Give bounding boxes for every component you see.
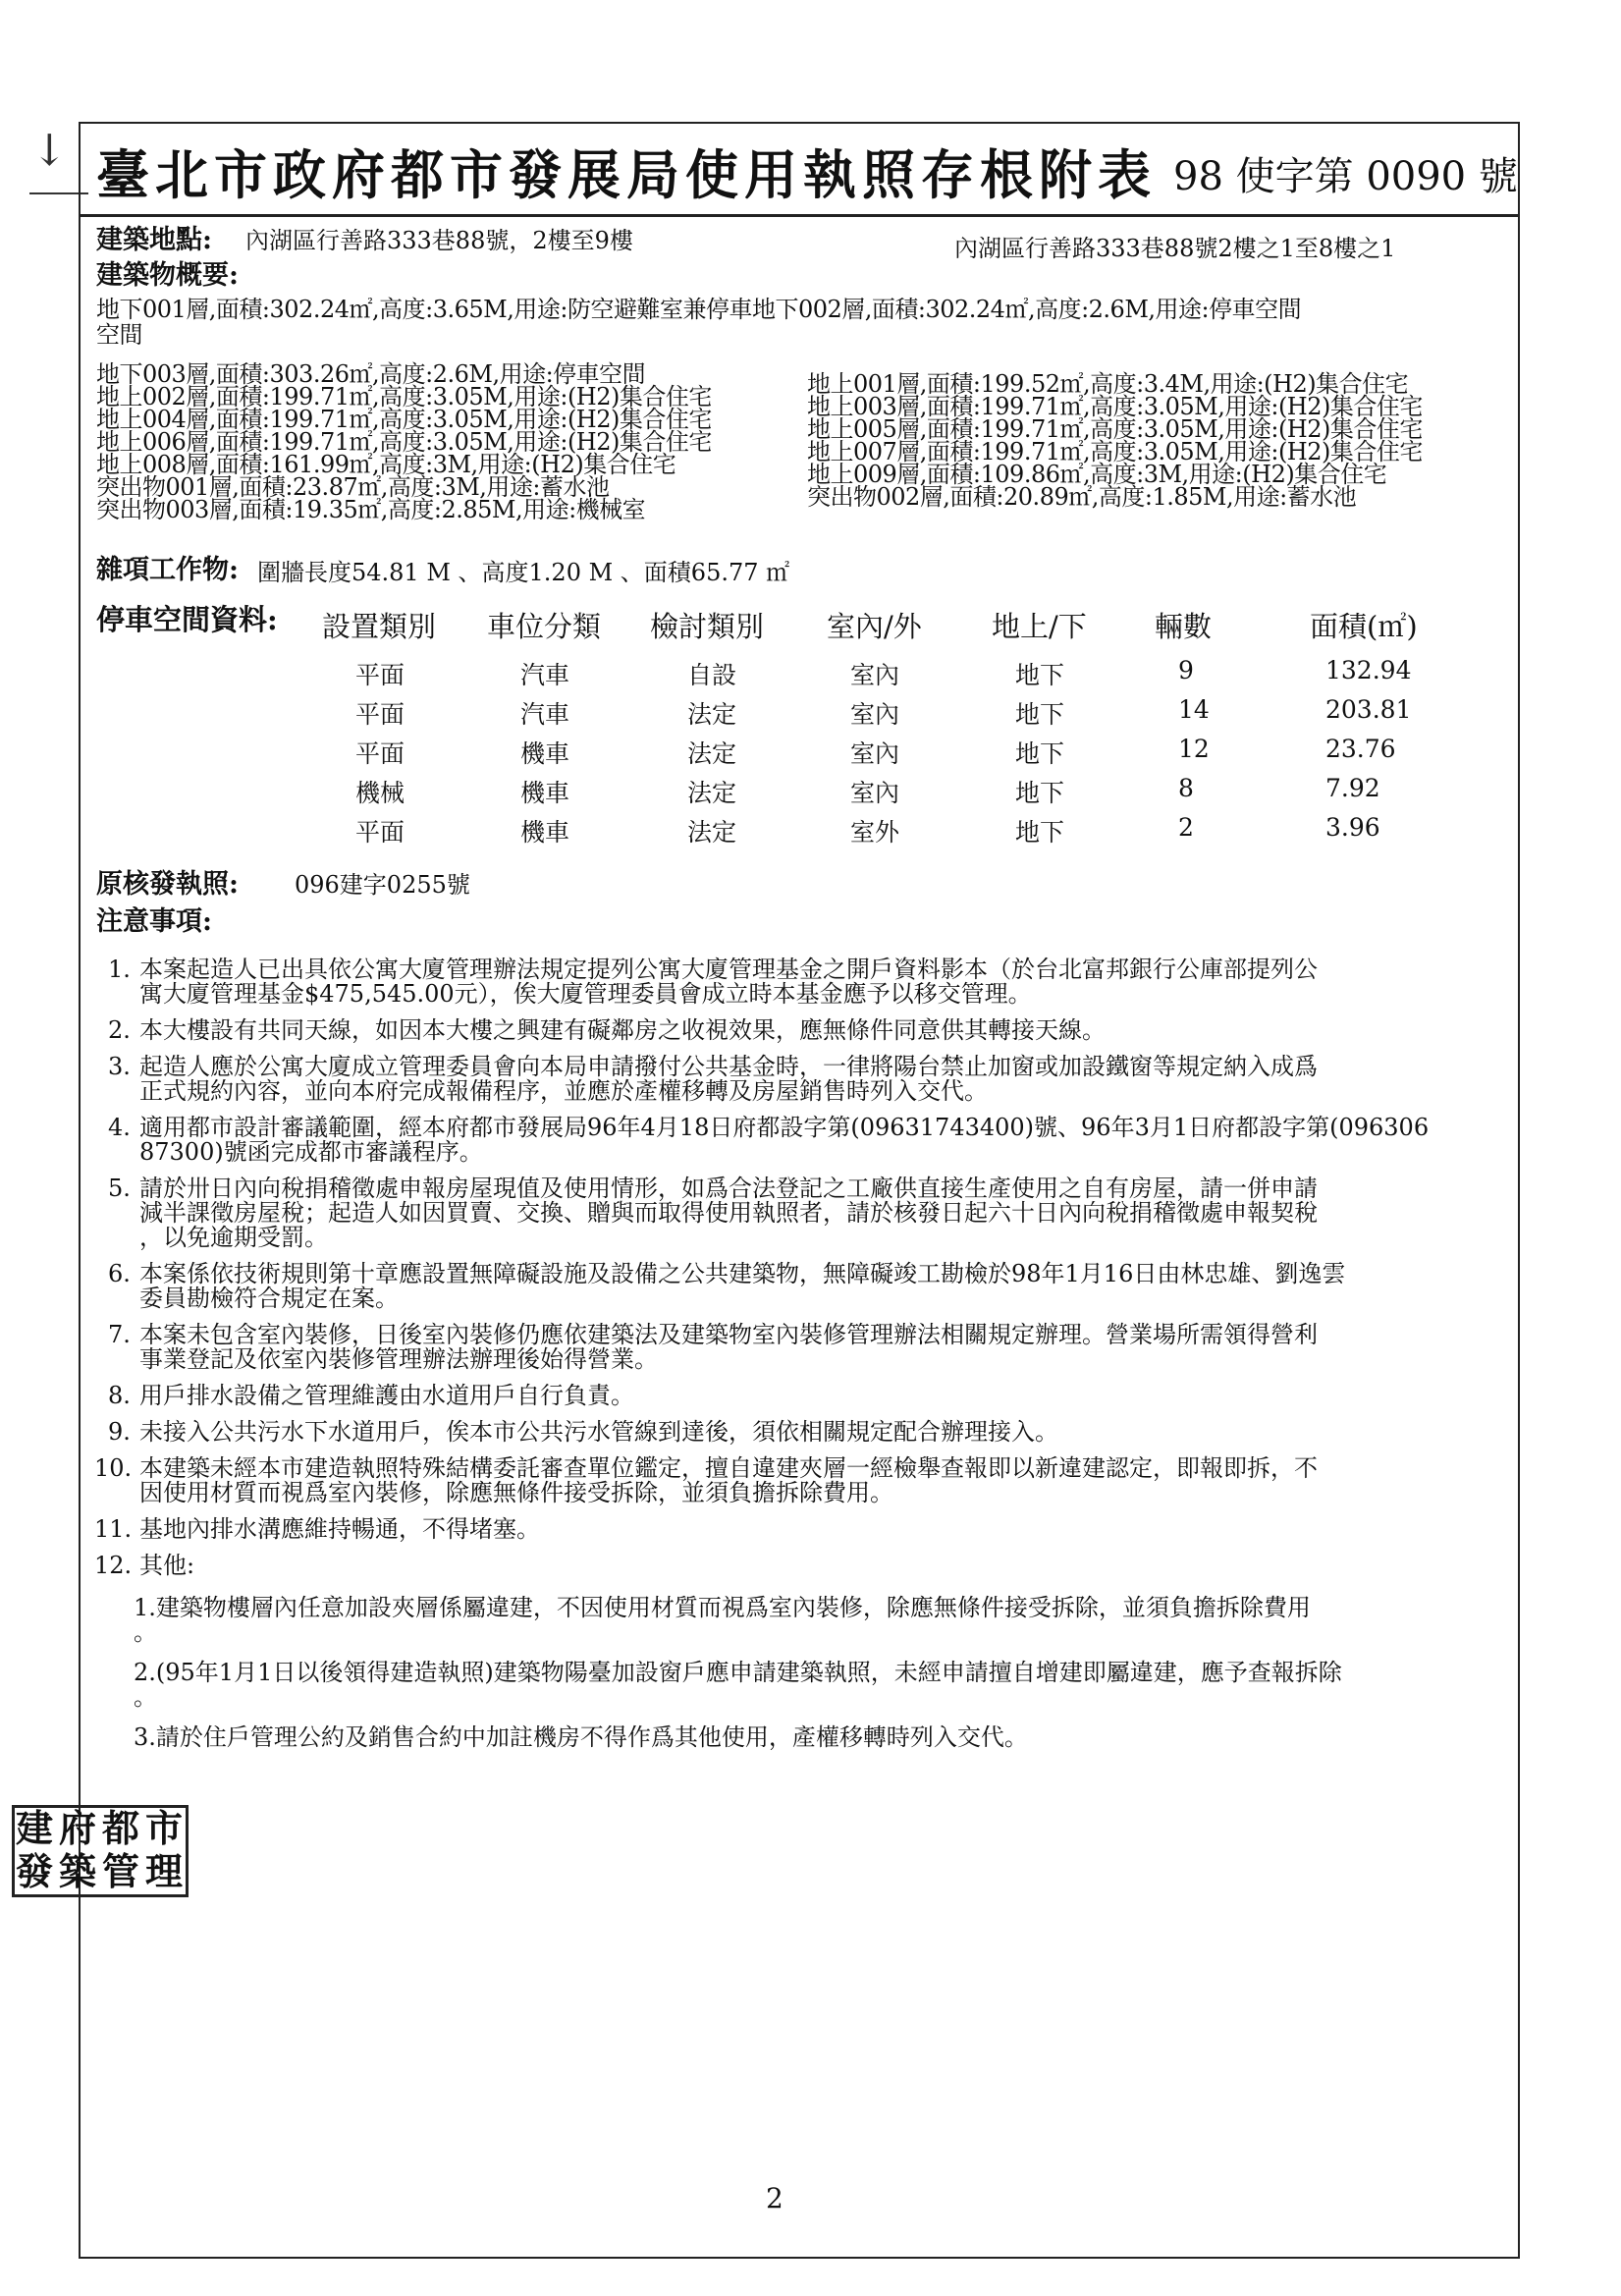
note-line: 用戶排水設備之管理維護由水道用戶自行負責。 <box>139 1382 634 1409</box>
parking-cell: 地下 <box>1015 739 1065 768</box>
parking-cell: 平面 <box>355 739 405 768</box>
floor-line: 地上007層,面積:199.71㎡,高度:3.05M,用途:(H2)集合住宅 <box>807 438 1423 465</box>
parking-header: 車位分類 <box>487 610 602 643</box>
parking-cell: 自設 <box>687 661 737 689</box>
other-note-line: 2.(95年1月1日以後領得建造執照)建築物陽臺加設窗戶應申請建築執照，未經申請擅自增建即屬違建，應予查報拆除 <box>134 1659 1342 1686</box>
parking-cell: 室內 <box>850 779 900 807</box>
seal-lettering <box>14 1807 187 1893</box>
note-line: 基地內排水溝應維持暢通，不得堵塞。 <box>139 1515 540 1543</box>
parking-cell: 機車 <box>520 818 570 847</box>
parking-label: 停車空間資料: <box>96 603 278 636</box>
floor-line: 地上004層,面積:199.71㎡,高度:3.05M,用途:(H2)集合住宅 <box>96 406 712 433</box>
note-line: 正式規約內容，並向本府完成報備程序，並應於產權移轉及房屋銷售時列入交代。 <box>139 1077 988 1105</box>
note-line: 事業登記及依室內裝修管理辦法辦理後始得營業。 <box>139 1345 658 1373</box>
floor-line: 突出物002層,面積:20.89㎡,高度:1.85M,用途:蓄水池 <box>807 483 1357 511</box>
seal-char: 發 <box>15 1849 55 1893</box>
other-note-line: 。 <box>134 1683 157 1711</box>
overview-line1: 地下001層,面積:302.24㎡,高度:3.65M,用途:防空避難室兼停車地下002層,面積:302.24㎡,高度:2.6M,用途:停車空間 <box>96 296 1302 323</box>
note-number: 10. <box>94 1454 133 1482</box>
overview-label: 建築物概要: <box>96 260 239 291</box>
misc-works-value: 圍牆長度54.81 M 、高度1.20 M 、面積65.77 ㎡ <box>257 559 790 586</box>
note-line: 起造人應於公寓大廈成立管理委員會向本局申請撥付公共基金時，一律將陽台禁止加窗或加設鐵窗等規定納入成爲 <box>139 1053 1318 1080</box>
seal-char: 市 <box>144 1806 185 1850</box>
note-number: 8. <box>108 1382 131 1409</box>
overview-line1-cont: 空間 <box>96 321 142 349</box>
address-label: 建築地點: <box>96 225 212 255</box>
parking-cell: 室內 <box>850 661 900 689</box>
other-note-line: 3.請於住戶管理公約及銷售合約中加註機房不得作爲其他使用，產權移轉時列入交代。 <box>134 1723 1028 1751</box>
parking-header: 面積(㎡) <box>1310 610 1418 643</box>
scan-mark: ↓ <box>31 126 68 176</box>
note-line: 寓大廈管理基金$475,545.00元），俟大廈管理委員會成立時本基金應予以移交管理。 <box>139 980 1032 1008</box>
parking-cell: 法定 <box>687 700 737 729</box>
note-number: 12. <box>94 1552 133 1579</box>
seal-char: 建 <box>15 1806 55 1850</box>
note-line: 委員勘檢符合規定在案。 <box>139 1285 399 1312</box>
note-number: 4. <box>108 1114 131 1141</box>
floor-line: 地上009層,面積:109.86㎡,高度:3M,用途:(H2)集合住宅 <box>807 461 1387 488</box>
parking-cell: 法定 <box>687 818 737 847</box>
floor-line: 突出物003層,面積:19.35㎡,高度:2.85M,用途:機械室 <box>96 496 646 523</box>
seal-char: 都 <box>101 1806 141 1850</box>
seal-char: 府 <box>58 1806 98 1850</box>
header-rule <box>79 214 1520 217</box>
note-number: 11. <box>94 1515 133 1543</box>
parking-cell: 203.81 <box>1325 695 1412 724</box>
note-line: 其他: <box>139 1552 195 1579</box>
parking-cell: 3.96 <box>1325 813 1380 842</box>
document-title: 臺北市政府都市發展局使用執照存根附表 <box>96 143 1157 206</box>
parking-cell: 132.94 <box>1325 656 1412 684</box>
parking-header: 地上/下 <box>992 610 1087 643</box>
floor-line: 地上003層,面積:199.71㎡,高度:3.05M,用途:(H2)集合住宅 <box>807 393 1423 420</box>
note-line: 請於卅日內向稅捐稽徵處申報房屋現值及使用情形，如爲合法登記之工廠供直接生產使用之自有房屋，請一併申請 <box>139 1175 1318 1202</box>
parking-cell: 12 <box>1178 735 1210 763</box>
note-line: 本案未包含室內裝修，日後室內裝修仍應依建築法及建築物室內裝修管理辦法相關規定辦理。營業場所需領得營利 <box>139 1321 1318 1348</box>
page-number: 2 <box>766 2182 783 2214</box>
parking-cell: 法定 <box>687 739 737 768</box>
original-permit-value: 096建字0255號 <box>295 871 470 899</box>
parking-cell: 機車 <box>520 739 570 768</box>
note-line: 本案係依技術規則第十章應設置無障礙設施及設備之公共建築物，無障礙竣工勘檢於98年1月16日由林忠雄、劉逸雲 <box>139 1260 1346 1287</box>
parking-cell: 平面 <box>355 661 405 689</box>
note-number: 6. <box>108 1260 131 1287</box>
other-note-line: 。 <box>134 1618 157 1646</box>
floor-line: 地上005層,面積:199.71㎡,高度:3.05M,用途:(H2)集合住宅 <box>807 415 1423 443</box>
parking-cell: 8 <box>1178 774 1194 802</box>
note-number: 5. <box>108 1175 131 1202</box>
parking-header: 設置類別 <box>322 610 437 643</box>
address-value: 內湖區行善路333巷88號，2樓至9樓 <box>245 227 633 254</box>
notes-label: 注意事項: <box>96 906 212 937</box>
parking-cell: 機械 <box>355 779 405 807</box>
parking-cell: 室外 <box>850 818 900 847</box>
parking-cell: 汽車 <box>520 661 570 689</box>
misc-works-label: 雜項工作物: <box>96 555 239 585</box>
parking-cell: 室內 <box>850 739 900 768</box>
parking-cell: 7.92 <box>1325 774 1380 802</box>
parking-header: 輛數 <box>1155 610 1213 643</box>
seal-char: 管 <box>101 1849 141 1893</box>
note-line: 適用都市設計審議範圍，經本府都市發展局96年4月18日府都設字第(09631743400)號、96年3月1日府都設字第(096306 <box>139 1114 1430 1141</box>
permit-number: 98 使字第 0090 號 <box>1173 154 1518 199</box>
seal-char: 理 <box>144 1849 185 1893</box>
parking-cell: 地下 <box>1015 661 1065 689</box>
parking-cell: 23.76 <box>1325 735 1396 763</box>
parking-cell: 地下 <box>1015 779 1065 807</box>
floor-line: 地上001層,面積:199.52㎡,高度:3.4M,用途:(H2)集合住宅 <box>807 370 1409 398</box>
parking-cell: 9 <box>1178 656 1194 684</box>
note-line: 因使用材質而視爲室內裝修，除應無條件接受拆除，並須負擔拆除費用。 <box>139 1479 893 1506</box>
parking-cell: 地下 <box>1015 818 1065 847</box>
address-alt: 內湖區行善路333巷88號2樓之1至8樓之1 <box>954 235 1396 262</box>
parking-cell: 汽車 <box>520 700 570 729</box>
note-number: 7. <box>108 1321 131 1348</box>
floor-line: 突出物001層,面積:23.87㎡,高度:3M,用途:蓄水池 <box>96 473 610 501</box>
parking-header: 室內/外 <box>827 610 922 643</box>
parking-cell: 14 <box>1178 695 1210 724</box>
floor-line: 地上008層,面積:161.99㎡,高度:3M,用途:(H2)集合住宅 <box>96 451 676 478</box>
note-line: 減半課徵房屋稅；起造人如因買賣、交換、贈與而取得使用執照者，請於核發日起六十日內向稅捐稽徵處申報契稅 <box>139 1199 1318 1227</box>
note-number: 3. <box>108 1053 131 1080</box>
other-note-line: 1.建築物樓層內任意加設夾層係屬違建，不因使用材質而視爲室內裝修，除應無條件接受拆除，並須負擔拆除費用 <box>134 1594 1311 1621</box>
note-line: ，以免逾期受罰。 <box>139 1224 328 1251</box>
parking-cell: 室內 <box>850 700 900 729</box>
parking-cell: 平面 <box>355 700 405 729</box>
note-number: 9. <box>108 1418 131 1446</box>
parking-cell: 2 <box>1178 813 1194 842</box>
note-number: 2. <box>108 1016 131 1044</box>
parking-cell: 法定 <box>687 779 737 807</box>
seal-char: 築 <box>58 1849 98 1893</box>
parking-cell: 地下 <box>1015 700 1065 729</box>
note-number: 1. <box>108 956 131 983</box>
original-permit-label: 原核發執照: <box>96 869 239 900</box>
parking-cell: 平面 <box>355 818 405 847</box>
note-line: 未接入公共污水下水道用戶，俟本市公共污水管線到達後，須依相關規定配合辦理接入。 <box>139 1418 1058 1446</box>
parking-header: 檢討類別 <box>650 610 765 643</box>
floor-line: 地下003層,面積:303.26㎡,高度:2.6M,用途:停車空間 <box>96 360 646 388</box>
floor-line: 地上002層,面積:199.71㎡,高度:3.05M,用途:(H2)集合住宅 <box>96 383 712 410</box>
parking-cell: 機車 <box>520 779 570 807</box>
note-line: 87300)號函完成都市審議程序。 <box>139 1138 483 1166</box>
note-line: 本建築未經本市建造執照特殊結構委託審查單位鑑定，擅自違建夾層一經檢舉查報即以新違建認定，即報即拆，不 <box>139 1454 1318 1482</box>
note-line: 本案起造人已出具依公寓大廈管理辦法規定提列公寓大廈管理基金之開戶資料影本（於台北富邦銀行公庫部提列公 <box>139 956 1318 983</box>
note-line: 本大樓設有共同天線，如因本大樓之興建有礙鄰房之收視效果，應無條件同意供其轉接天線。 <box>139 1016 1106 1044</box>
floor-line: 地上006層,面積:199.71㎡,高度:3.05M,用途:(H2)集合住宅 <box>96 428 712 456</box>
